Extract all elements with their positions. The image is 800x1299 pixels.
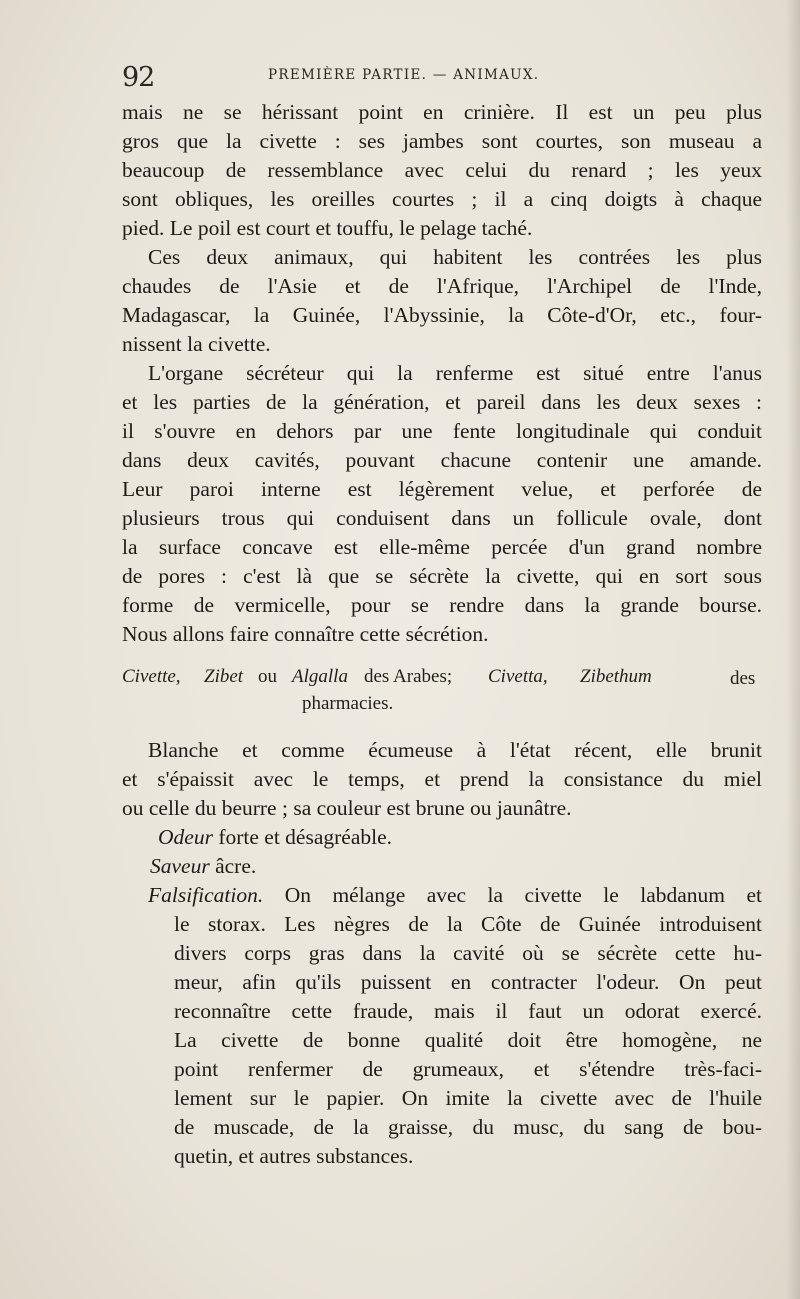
heading-algalla: Algalla	[292, 666, 348, 687]
text-line: et s'épaissit avec le temps, et prend la consistance du miel	[122, 767, 762, 791]
heading-pharmacies: pharmacies.	[302, 693, 394, 714]
odeur-text: forte et désagréable.	[218, 825, 393, 849]
text-line: plusieurs trous qui conduisent dans un follicule ovale, dont	[122, 506, 762, 530]
text-line: la surface concave est elle-même percée d'un grand nombre	[122, 535, 762, 559]
text-line: Ces deux animaux, qui habitent les contrées les plus	[148, 245, 762, 269]
saveur-label: Saveur	[150, 854, 210, 878]
heading-zibethum: Zibethum	[580, 666, 652, 687]
text-line: et les parties de la génération, et pareil dans les deux sexes :	[122, 390, 762, 414]
text-line: sont obliques, les oreilles courtes ; il a cinq doigts à chaque	[122, 187, 762, 211]
text-line: point renfermer de grumeaux, et s'étendre très-faci-	[174, 1057, 762, 1081]
text-line: Nous allons faire connaître cette sécrétion.	[122, 622, 489, 646]
saveur-line	[150, 852, 256, 880]
text-line: chaudes de l'Asie et de l'Afrique, l'Archipel de l'Inde,	[122, 274, 762, 298]
running-header	[122, 58, 762, 98]
heading-des: des	[730, 668, 756, 689]
text-line: mais ne se hérissant point en crinière. Il est un peu plus	[122, 100, 762, 124]
running-title: PREMIÈRE PARTIE. — ANIMAUX.	[268, 67, 540, 83]
text-line: Madagascar, la Guinée, l'Abyssinie, la Côte-d'Or, etc., four-	[122, 303, 762, 327]
text-line: gros que la civette : ses jambes sont courtes, son museau a	[122, 129, 762, 153]
page-number: 92	[122, 62, 155, 93]
odeur-line	[158, 823, 392, 851]
heading-zibet: Zibet	[204, 666, 244, 687]
text-line: divers corps gras dans la cavité où se sécrète cette hu-	[174, 941, 762, 965]
text-line: beaucoup de ressemblance avec celui du renard ; les yeux	[122, 158, 762, 182]
text-line: reconnaître cette fraude, mais il faut un odorat exercé.	[174, 999, 762, 1023]
text-line: pied. Le poil est court et touffu, le pelage taché.	[122, 216, 533, 240]
text-line: meur, afin qu'ils puissent en contracter l'odeur. On peut	[174, 970, 762, 994]
text-line: le storax. Les nègres de la Côte de Guinée introduisent	[174, 912, 762, 936]
text-line: Blanche et comme écumeuse à l'état récent, elle brunit	[148, 738, 762, 762]
text-line: de pores : c'est là que se sécrète la civette, qui en sort sous	[122, 564, 762, 588]
text-line: de muscade, de la graisse, du musc, du sang de bou-	[174, 1115, 762, 1139]
falsification-first: On mélange avec la civette le labdanum et	[284, 883, 762, 907]
odeur-label: Odeur	[158, 825, 213, 849]
text-line: il s'ouvre en dehors par une fente longitudinale qui conduit	[122, 419, 762, 443]
text-line: dans deux cavités, pouvant chacune contenir une amande.	[122, 448, 762, 472]
heading-civetta: Civetta,	[488, 666, 548, 687]
text-line: Leur paroi interne est légèrement velue, et perforée de	[122, 477, 762, 501]
text-line: lement sur le papier. On imite la civette avec de l'huile	[174, 1086, 762, 1110]
saveur-text: âcre.	[215, 854, 257, 878]
text-line: forme de vermicelle, pour se rendre dans la grande bourse.	[122, 593, 762, 617]
falsification-label: Falsification.	[148, 883, 264, 907]
heading-des-arabes: des Arabes;	[364, 666, 453, 687]
page-edge-shadow	[786, 0, 800, 1299]
text-line: La civette de bonne qualité doit être homogène, ne	[174, 1028, 762, 1052]
heading-civette: Civette,	[122, 666, 181, 687]
text-line: nissent la civette.	[122, 332, 271, 356]
text-line: L'organe sécréteur qui la renferme est situé entre l'anus	[148, 361, 762, 385]
falsification-line	[148, 881, 762, 909]
heading-ou: ou	[258, 666, 277, 687]
text-line: quetin, et autres substances.	[174, 1144, 414, 1168]
text-line: ou celle du beurre ; sa couleur est brune ou jaunâtre.	[122, 796, 572, 820]
